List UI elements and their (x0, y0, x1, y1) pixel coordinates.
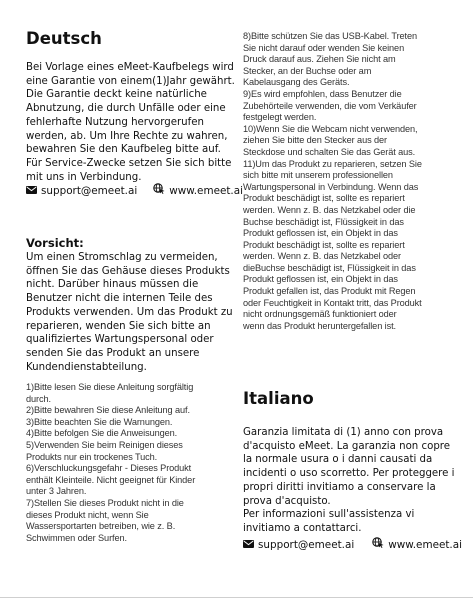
instruction-line: Wassersportarten betreiben, wie z. B. (26, 521, 176, 532)
instruction-line: 6)Verschluckungsgefahr - Dieses Produkt (26, 463, 192, 474)
warranty-text-line: Bei Vorlage eines eMeet-Kaufbelegs wird (26, 62, 234, 73)
italiano-contact-row (243, 537, 462, 552)
instruction-line: Wartungspersonal in Verbindung. Wenn das (243, 181, 419, 192)
instructions-list (26, 382, 195, 544)
instruction-line: unter 3 Jahren. (26, 486, 87, 497)
warranty-text-line: incidenti o uso scorretto. Per proteggere i (243, 468, 455, 480)
instruction-line: durch. (26, 393, 51, 404)
instruction-line: 10)Wenn Sie die Webcam nicht verwenden, (243, 123, 418, 134)
deutsch-warranty-text (26, 61, 235, 184)
instruction-line: 4)Bitte befolgen Sie die Anweisungen. (26, 428, 178, 439)
instruction-line: 2)Bitte bewahren Sie diese Anleitung auf. (26, 405, 190, 416)
warranty-text-line: d'acquisto eMeet. La garanzia non copre (243, 440, 451, 452)
instruction-line: 8)Bitte schützen Sie das USB-Kabel. Treten (243, 31, 418, 41)
caution-text-line: nicht. Darüber hinaus müssen die (26, 279, 199, 291)
italiano-email-link[interactable]: support@emeet.ai (258, 538, 355, 551)
bottom-divider (0, 597, 473, 598)
instruction-line: oder Feuchtigkeit in Kontakt tritt, das Produkt (243, 297, 422, 308)
instruction-line: Buchse beschädigt ist, Flüssigkeit in das (243, 216, 404, 227)
warranty-text-line: Per informazioni sull'assistenza vi (243, 509, 415, 521)
instruction-line: dieses Produkt nicht, wenn Sie (26, 509, 149, 520)
warranty-text-line: werden, ab. Um Ihre Rechte zu wahren, (26, 130, 228, 142)
instruction-line: Druck darauf aus. Ziehen Sie nicht am (243, 54, 396, 65)
section-title-deutsch: Deutsch (26, 29, 102, 48)
instruction-line: Schwimmen oder Surfen. (26, 532, 127, 543)
instruction-line: Produkt beschädigt ist, sollte es repariert (243, 239, 405, 250)
instruction-line: werden. Wenn z. B. das Netzkabel oder (243, 251, 402, 262)
globe-cursor-icon (372, 537, 384, 552)
instructions-list-continued (243, 31, 422, 332)
instruction-line: 3)Bitte beachten Sie die Warnungen. (26, 416, 173, 427)
caution-text-line: Um einen Stromschlag zu vermeiden, (26, 252, 218, 263)
deutsch-website-link[interactable]: www.emeet.ai (169, 184, 243, 197)
instruction-line: enthält Kleinteile. Nicht geeignet für Kinder (26, 474, 196, 485)
instruction-line: 9)Es wird empfohlen, dass Benutzer die (243, 88, 402, 99)
caution-heading: Vorsicht: (26, 236, 84, 250)
deutsch-email-link[interactable]: support@emeet.ai (41, 184, 138, 197)
italiano-website-item[interactable] (372, 537, 462, 552)
warranty-text-line: prova d'acquisto. (243, 495, 331, 507)
warranty-text-line: fehlerhafte Nutzung hervorgerufen (26, 116, 204, 128)
caution-text-line: senden Sie das Produkt an unsere (26, 347, 200, 359)
instruction-line: ziehen Sie bitte den Stecker aus der (243, 135, 388, 146)
instruction-line: Produkt beschädigt ist, sollte es repariert (243, 193, 405, 204)
warranty-text-line: la normale usura o i danni causati da (243, 454, 433, 466)
warranty-text-line: propri diritti invitiamo a conservare la (243, 481, 436, 493)
warranty-text-line: eine Garantie von einem(1)Jahr gewährt. (26, 75, 235, 87)
caution-text-line: qualifiziertes Wartungspersonal oder (26, 334, 214, 346)
deutsch-website-item[interactable] (153, 183, 243, 198)
warranty-text-line: Abnutzung, die durch Unfälle oder eine (26, 103, 226, 115)
warranty-text-line: mit uns in Verbindung. (26, 171, 142, 183)
italiano-warranty-text (243, 426, 454, 536)
instruction-line: Produkts nur ein trockenes Tuch. (26, 451, 158, 462)
deutsch-contact-row (26, 183, 243, 198)
warranty-text-line: Die Garantie deckt keine natürliche (26, 89, 207, 101)
caution-text-line: Benutzer nicht die internen Teile des (26, 293, 213, 305)
instruction-line: Zubehörteile verwenden, die vom Verkäufer (243, 100, 417, 111)
warranty-text-line: bewahren Sie den Kaufbeleg bitte auf. (26, 144, 221, 156)
deutsch-email-item[interactable] (26, 184, 137, 198)
caution-text-line: Produkts verwenden. Um das Produkt zu (26, 306, 233, 318)
section-title-italiano: Italiano (243, 389, 314, 408)
instruction-line: 11)Um das Produkt zu reparieren, setzen Sie (243, 158, 422, 169)
instruction-line: sich bitte mit unserem professionellen (243, 170, 393, 181)
caution-text-line: öffnen Sie das Gehäuse dieses Produkts (26, 265, 230, 277)
instruction-line: Steckdose und schalten Sie das Gerät aus. (243, 146, 416, 157)
caution-text-line: Kundendienstabteilung. (26, 361, 147, 373)
warranty-text-line: Garanzia limitata di (1) anno con prova (243, 427, 444, 438)
instruction-line: Produkt geflossen ist, ein Objekt in das (243, 228, 398, 239)
globe-cursor-icon (153, 183, 165, 198)
envelope-icon (243, 538, 254, 552)
caution-text-line: reparieren, wenden Sie sich bitte an (26, 320, 211, 332)
instruction-line: dieBuchse beschädigt ist, Flüssigkeit in das (243, 262, 416, 273)
instruction-line: nicht ordnungsgemäß funktioniert oder (243, 309, 397, 320)
instruction-line: Produkt gefallen ist, das Produkt mit Regen (243, 286, 416, 297)
italiano-website-link[interactable]: www.emeet.ai (388, 538, 462, 551)
warranty-text-line: invitiamo a contattarci. (243, 522, 362, 534)
italiano-email-item[interactable] (243, 538, 354, 552)
envelope-icon (26, 184, 37, 198)
instruction-line: 1)Bitte lesen Sie diese Anleitung sorgfältig (26, 382, 194, 392)
instruction-line: 5)Verwenden Sie beim Reinigen dieses (26, 439, 183, 450)
instruction-line: 7)Stellen Sie dieses Produkt nicht in die (26, 497, 184, 508)
instruction-line: Sie nicht darauf oder wenden Sie keinen (243, 42, 405, 53)
instruction-line: festgelegt werden. (243, 112, 317, 123)
instruction-line: Produkt geflossen ist, ein Objekt in das (243, 274, 398, 285)
instruction-line: werden. Wenn z. B. das Netzkabel oder die (243, 204, 416, 215)
instruction-line: Stecker, an der Buchse oder am (243, 65, 372, 76)
instruction-line: Kabelausgang des Geräts. (243, 77, 350, 88)
instruction-line: wenn das Produkt heruntergefallen ist. (243, 320, 396, 331)
caution-text (26, 251, 233, 374)
warranty-text-line: Für Service-Zwecke setzen Sie sich bitte (26, 157, 232, 169)
